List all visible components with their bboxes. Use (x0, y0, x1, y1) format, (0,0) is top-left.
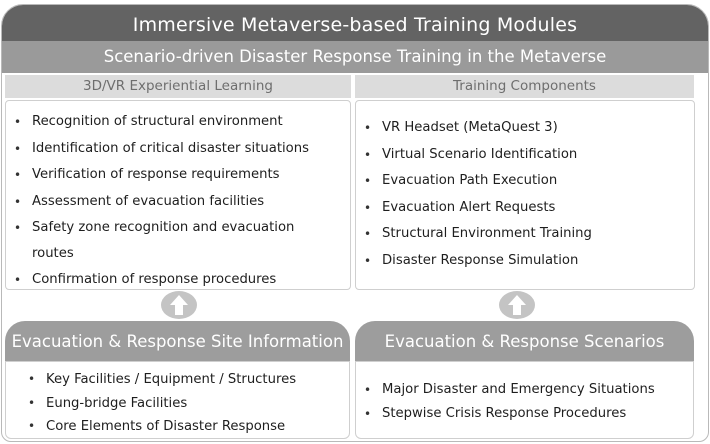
list-item-text: Structural Environment Training (382, 226, 592, 241)
list-item (356, 248, 694, 275)
bullet: • (364, 253, 372, 268)
list-item-text: Evacuation Alert Requests (382, 199, 556, 215)
list-item-text: Eung-bridge Facilities (46, 395, 188, 411)
list-item-text: Virtual Scenario Identification (382, 146, 578, 162)
scenarios-list (356, 378, 693, 426)
list-item (356, 115, 694, 142)
bullet: • (14, 221, 22, 235)
up-arrow-icon (499, 291, 535, 319)
bullet: • (364, 383, 372, 397)
list-item-text: Verification of response requirements (32, 167, 280, 182)
scenarios-header: Evacuation & Response Scenarios (355, 321, 694, 361)
list-item (356, 402, 693, 426)
bullet: • (28, 372, 36, 386)
list-item-text: Disaster Response Simulation (382, 252, 579, 268)
bullet: • (364, 407, 372, 421)
up-arrow-icon (161, 291, 197, 319)
list-item (6, 368, 349, 392)
list-item (6, 162, 350, 189)
list-item (356, 142, 694, 169)
subtitle: Scenario-driven Disaster Response Training in the Metaverse (2, 41, 708, 73)
list-item-text: Evacuation Path Execution (382, 173, 558, 188)
list-item (6, 215, 332, 267)
list-item-text: Assessment of evacuation facilities (32, 193, 265, 209)
left-list (6, 109, 350, 294)
bullet: • (364, 121, 372, 135)
list-item-text: VR Headset (MetaQuest 3) (382, 120, 558, 135)
scenarios-panel (355, 361, 694, 439)
list-item-text: Identification of critical disaster situations (32, 140, 309, 156)
list-item-text: Confirmation of response procedures (32, 272, 277, 287)
diagram-frame (1, 4, 709, 442)
list-item (356, 168, 694, 195)
main-title: Immersive Metaverse-based Training Modules (2, 5, 708, 41)
right-panel (355, 100, 695, 290)
list-item-text: Major Disaster and Emergency Situations (382, 382, 655, 397)
bullet: • (364, 174, 372, 188)
list-item (6, 392, 349, 416)
bullet: • (14, 115, 22, 129)
left-panel (5, 100, 351, 290)
bullet: • (364, 200, 372, 215)
site-information-header: Evacuation & Response Site Information (5, 321, 350, 361)
list-item (6, 109, 350, 136)
site-information-list (6, 368, 349, 439)
list-item-text: Key Facilities / Equipment / Structures (46, 372, 297, 387)
list-item (356, 195, 694, 222)
list-item-text: Stepwise Crisis Response Procedures (382, 406, 627, 421)
right-column-header: Training Components (355, 75, 694, 98)
bullet: • (14, 194, 22, 209)
list-item (6, 267, 350, 294)
bullet: • (14, 273, 22, 287)
bullet: • (14, 168, 22, 182)
bullet: • (28, 419, 36, 433)
bullet: • (14, 141, 22, 156)
list-item (6, 136, 350, 163)
left-column-header: 3D/VR Experiential Learning (5, 75, 351, 98)
list-item (6, 415, 349, 439)
bullet: • (364, 147, 372, 162)
list-item (356, 378, 693, 402)
list-item-text: Recognition of structural environment (32, 114, 283, 129)
list-item-text: Core Elements of Disaster Response (46, 419, 286, 434)
bullet: • (364, 227, 372, 241)
list-item (356, 221, 694, 248)
site-information-panel (5, 361, 350, 439)
bullet: • (28, 395, 36, 410)
list-item-text: Safety zone recognition and evacuation routes (32, 220, 295, 261)
list-item (6, 189, 350, 216)
right-list (356, 115, 694, 274)
